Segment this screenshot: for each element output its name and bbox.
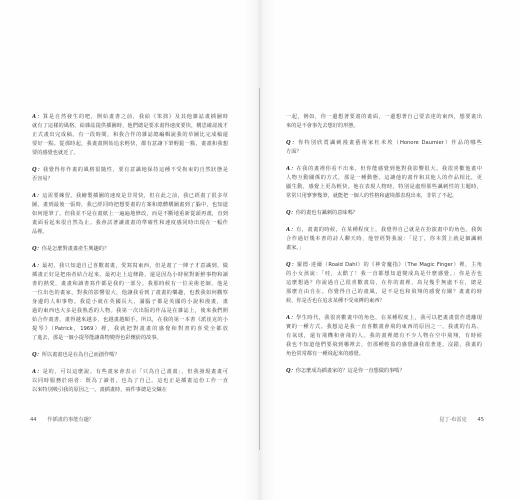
text-line	[286, 341, 482, 350]
text-line	[286, 270, 482, 279]
line-text: 這需要練習。我繪製插圖的速度是非常快，但在此之前，我已經畫了很多草	[42, 193, 228, 199]
text-line	[286, 323, 482, 332]
right-page-footer	[288, 416, 484, 425]
line-text: 最初，我只知道自己喜歡畫畫，愛寫寫東西，但是畫了一陣子才意識到，做	[42, 263, 228, 269]
line-text: 人物互動關係的方式，那是一種動態。這讓他的畫作和其他人的作品相比，更	[286, 175, 482, 181]
line-text: 如何運筆了。但我並不是在畫紙上一遍遍地修改，而是不斷地重新從頭再畫，直到	[32, 211, 228, 217]
answer-block	[286, 314, 482, 359]
line-text: 這麼想過？你說過自己很喜歡畫鳥，在你的畫裡，鳥兒幾乎無處不在，總是	[286, 280, 482, 286]
running-title: 作插畫的事能有趣？	[47, 417, 94, 423]
text-line	[32, 149, 228, 158]
line-text: 所以畫畫也是在為自己而創作嗎？	[41, 352, 120, 358]
text-line	[32, 113, 228, 122]
text-line	[286, 350, 482, 359]
qa-label: Q：	[32, 246, 42, 252]
line-text: 是的，可以這麼說。有些畫家會表示「只為自己畫畫」，但我發現畫畫可	[42, 369, 228, 375]
text-line	[286, 244, 482, 253]
text-line	[286, 297, 482, 306]
text-line	[286, 367, 482, 376]
answer-block	[286, 226, 482, 253]
text-line	[32, 245, 228, 254]
line-text: 以同時服務於兩者：既為了讀者，也為了自己。這也正是插畫這份工作一直	[32, 378, 228, 384]
line-text: 實的一種方式。我想這是我一直喜歡畫會飛的東西的原因之一，我畫的有鳥、	[286, 324, 482, 330]
line-text: 有氣球，還有飛機和會飛的人。我的畫裡總有不少人物在空中飛翔，有時候	[286, 333, 482, 339]
text-line	[32, 307, 228, 316]
qa-label: A：	[32, 369, 43, 375]
text-line	[32, 377, 228, 386]
answer-block	[32, 262, 228, 343]
line-text: 有，畫畫的時候，在某種程度上，我覺得自己就是在扮演畫中的角色。我與	[296, 227, 482, 233]
text-line	[32, 131, 228, 140]
line-text: 要好一點。從那時起，我畫畫開始追求輕快，都有意讓下筆輕鬆一點，畫畫和我想	[32, 141, 228, 147]
question-block	[286, 367, 482, 376]
text-line	[286, 288, 482, 297]
text-line	[32, 325, 228, 334]
line-text: 始合作畫書，畫得越來越多，也越畫越順手。所以，在我的第一本書《派崔克的小	[32, 317, 228, 323]
left-page-footer	[30, 416, 226, 425]
line-text: 方面？	[286, 149, 302, 155]
running-title: 昆丁·布雷克	[439, 417, 467, 423]
line-text: 要的感覺也就近了。	[32, 150, 79, 156]
qa-label: Q：	[286, 262, 297, 268]
text-line	[286, 235, 482, 244]
line-text: 書的熱愛，畫畫和讀書寫作都是我的一部分。我那時候有一位美術老師，他是	[32, 281, 228, 287]
line-text: 常常只用寥寥幾筆，就能把一個人的性格和處境都表現出來，非常了不起。	[286, 193, 458, 199]
line-text: 圖，畫到最後一張時，我已經同時把想要畫的方案和總體構圖畫到了腦中，也知道	[32, 202, 228, 208]
line-text: 角色常常都有一種飛起來的感覺。	[286, 351, 364, 357]
qa-label: A：	[32, 114, 43, 120]
text-line	[32, 201, 228, 210]
line-text: 以來特別吸引我的原因之一。畫插畫時，兩件事總是交織在	[32, 387, 167, 393]
line-text: 正式畫出完成稿。有一段時間，和我合作的雜誌總編輯說我的草圖比完成稿還	[32, 132, 228, 138]
text-line	[32, 316, 228, 325]
text-line	[32, 368, 228, 377]
line-text: 否容易？	[32, 176, 53, 182]
text-line	[32, 271, 228, 280]
text-line	[32, 219, 228, 228]
line-text: 候，你是否也在追求某種不受束縛的東西？	[286, 298, 385, 304]
line-text: 就有了這樣的風格。給雜誌提供插圖時，他們總是要求畫得速度要快，構思確認後才	[32, 123, 228, 129]
text-line	[32, 289, 228, 298]
line-text: 合作過好幾本書的詩人聊天時，他曾經對我說：「昆丁，你本質上就是個諷刺	[286, 236, 482, 242]
text-line	[32, 386, 228, 395]
line-text: 一起，例如，你一邊想著要畫的畫面，一邊想著自己要表達的東西，想要畫出	[286, 114, 482, 120]
book-gutter-shadow	[244, 0, 276, 500]
text-line	[32, 166, 228, 175]
text-line	[32, 175, 228, 184]
text-line	[286, 139, 482, 148]
text-line	[286, 122, 482, 131]
line-text: 你怎麼成為插畫家的？這是你一直想做的事嗎？	[295, 368, 405, 374]
qa-label: A：	[32, 193, 43, 199]
text-line	[32, 210, 228, 219]
text-line	[286, 192, 482, 201]
line-text: 過的東西也大多是我熟悉的人物。我第一次出版的作品是在雜誌上，後來我們開	[32, 308, 228, 314]
qa-label: Q：	[286, 368, 296, 374]
line-text: 了進去，那是一個小提琴能讓萬物變得色彩繽紛的故事。	[32, 335, 162, 341]
line-text: 你的畫也有諷刺的意味嗎？	[295, 210, 358, 216]
question-block	[32, 245, 228, 254]
text-line	[286, 314, 482, 323]
answer-block	[32, 192, 228, 237]
text-line	[286, 113, 482, 122]
text-line	[32, 351, 228, 360]
text-line	[286, 279, 482, 288]
question-block	[286, 209, 482, 218]
book-gutter-line	[259, 88, 260, 450]
text-line	[32, 262, 228, 271]
text-line	[286, 261, 482, 270]
text-line	[32, 140, 228, 149]
question-block	[32, 166, 228, 184]
text-line	[286, 209, 482, 218]
line-text: 我也不知道他們要飛到哪裡去，但那種輕盈的感覺讓我很著迷。沒錯，我畫的	[286, 342, 482, 348]
text-line	[32, 280, 228, 289]
text-line	[286, 183, 482, 192]
qa-label: A：	[286, 166, 297, 172]
line-text: 我覺得你作畫的風格很隨性，要有意識地保持這種不受拘束的自然狀態是	[42, 167, 228, 173]
line-text: 品裡。	[32, 229, 48, 235]
text-line	[32, 122, 228, 131]
line-text: 那麼自由自在。你覺得自己的畫風，是不是也和飛翔的感覺有關？畫畫的時	[286, 289, 482, 295]
answer-block	[32, 368, 228, 395]
line-text: 羅德·達爾（Roald Dahl）的《神奇魔指》（The Magic Finger）裡，主角	[296, 262, 482, 268]
question-block	[286, 139, 482, 157]
continuation-block	[286, 113, 482, 131]
qa-label: A：	[286, 227, 297, 233]
line-text: 插畫正好是把兩者結合起來。最初走上這條路，還是因為小時候對新鮮事物和讀	[32, 272, 228, 278]
text-line	[286, 226, 482, 235]
question-block	[32, 351, 228, 360]
answer-block	[286, 165, 482, 201]
line-text: 一位出色的畫家，對我的影響很大，他讓我看到了畫畫的樂趣，也教我如何觀察	[32, 290, 228, 296]
text-line	[286, 165, 482, 174]
line-text: 提琴》（Patrick，1969）裡，我就把對畫畫的感覺和對書的喜愛全都放	[32, 326, 228, 332]
right-text-column	[286, 113, 482, 384]
line-text: 你是怎麼對畫畫產生興趣的？	[41, 246, 110, 252]
qa-label: Q：	[286, 210, 296, 216]
line-text: 身邊的人和事物。我從小就在英國長大，滿腦子都是英國的小說和漫畫，畫	[32, 299, 228, 305]
text-line	[286, 148, 482, 157]
qa-label: A：	[32, 263, 43, 269]
qa-label: Q：	[32, 167, 43, 173]
line-text: 顯生動，感覺上更為輕快。他在表現人物時，特別是處理那些諷刺性的主題時，	[286, 184, 482, 190]
line-text: 算是自然發生的吧，開始畫書之前，我給《笨拙》及其他雜誌畫插圖時	[42, 114, 228, 120]
line-text: 你特別欣賞諷刺漫畫藝術家杜米埃（Honore Daumier）作品的哪些	[298, 140, 482, 146]
left-text-column	[32, 113, 228, 403]
qa-label: A：	[286, 315, 297, 321]
line-text: 在我的畫裡你看不出來，但你能感覺到他對我影響很大。我很喜歡他畫中	[296, 166, 482, 172]
qa-label: Q：	[32, 352, 42, 358]
text-line	[286, 332, 482, 341]
line-text: 畫面看起來很自然為止。我會試著讓畫畫的準確性和速度感同時出現在一幅作	[32, 220, 228, 226]
text-line	[32, 228, 228, 237]
answer-block	[32, 113, 228, 158]
line-text: 的小女孩說：「哇，太酷了！我一直都想知道變成鳥是什麼感覺。」你是否也	[286, 271, 482, 277]
text-line	[286, 174, 482, 183]
page-number: 44	[30, 417, 37, 423]
question-block	[286, 261, 482, 306]
line-text: 學生時代，我很喜歡畫中的角色，在某種程度上，我可以把畫畫當作逃離現	[296, 315, 482, 321]
text-line	[32, 192, 228, 201]
page-number: 45	[477, 417, 484, 423]
text-line	[32, 298, 228, 307]
text-line	[32, 334, 228, 343]
qa-label: Q：	[286, 140, 299, 146]
line-text: 來的是不會事先去想好的形態。	[286, 123, 359, 129]
line-text: 畫家。」	[286, 245, 305, 251]
